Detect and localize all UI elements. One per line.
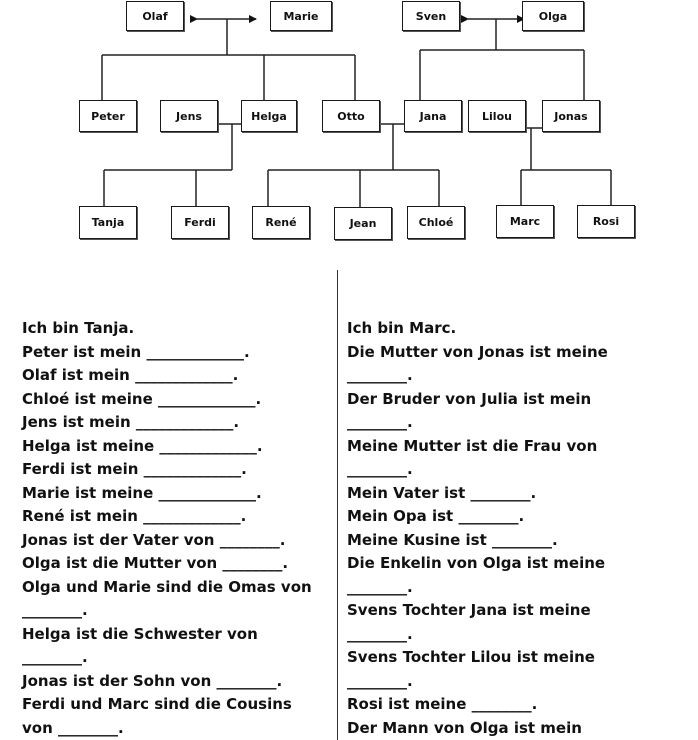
- right-line: Die Mutter von Jonas ist meine: [347, 342, 608, 361]
- left-line: Jens ist mein _____________.: [22, 413, 240, 431]
- right-line: ________.: [347, 413, 413, 431]
- person-box-ferdi: Ferdi: [171, 206, 229, 239]
- right-line: ________.: [347, 624, 413, 643]
- family-tree: [0, 0, 698, 260]
- right-line: ________.: [347, 671, 413, 690]
- column-divider: [337, 270, 338, 740]
- person-box-jana: Jana: [404, 100, 462, 132]
- right-line: ________.: [347, 577, 413, 596]
- person-box-marc: Marc: [496, 205, 554, 238]
- right-line: Ich bin Marc.: [347, 319, 457, 337]
- left-line: Marie ist meine _____________.: [22, 483, 262, 502]
- right-line: Der Mann von Olga ist mein: [347, 718, 582, 737]
- left-line: Peter ist mein _____________.: [22, 342, 250, 361]
- left-line: ________.: [22, 601, 88, 619]
- right-line: Mein Opa ist ________.: [347, 507, 525, 525]
- left-line: Olga und Marie sind die Omas von: [22, 577, 312, 596]
- right-line: Mein Vater ist ________.: [347, 483, 537, 502]
- right-line: Die Enkelin von Olga ist meine: [347, 554, 606, 572]
- person-box-lilou: Lilou: [468, 100, 526, 132]
- left-line: Jonas ist der Sohn von ________.: [22, 671, 283, 690]
- right-line: Der Bruder von Julia ist mein: [347, 389, 592, 408]
- left-line: Helga ist meine _____________.: [22, 436, 263, 455]
- person-box-olga: Olga: [522, 1, 584, 31]
- person-box-jonas: Jonas: [542, 100, 600, 132]
- right-line: Rosi ist meine ________.: [347, 695, 538, 713]
- left-line: Chloé ist meine _____________.: [22, 389, 262, 408]
- left-line: Helga ist die Schwester von: [22, 624, 258, 643]
- person-box-chloe: Chloé: [407, 206, 465, 239]
- right-line: ________.: [347, 460, 413, 478]
- person-box-tanja: Tanja: [79, 206, 137, 239]
- left-line: ________.: [22, 648, 88, 666]
- left-exercise-column: [22, 317, 312, 740]
- person-box-olaf: Olaf: [126, 1, 184, 31]
- left-line: Olga ist die Mutter von ________.: [22, 554, 289, 572]
- right-line: Meine Mutter ist die Frau von: [347, 436, 598, 455]
- person-box-jean: Jean: [334, 207, 392, 240]
- right-line: Svens Tochter Jana ist meine: [347, 601, 591, 619]
- left-line: René ist mein _____________.: [22, 507, 247, 525]
- person-box-rene: René: [252, 206, 310, 239]
- right-exercise-column: [347, 317, 608, 740]
- person-box-helga: Helga: [241, 100, 297, 132]
- person-box-rosi: Rosi: [577, 205, 635, 238]
- left-line: Ferdi und Marc sind die Cousins: [22, 695, 292, 713]
- right-line: Svens Tochter Lilou ist meine: [347, 648, 595, 666]
- left-line: Jonas ist der Vater von ________.: [22, 530, 286, 549]
- person-box-otto: Otto: [322, 100, 380, 132]
- person-box-peter: Peter: [79, 100, 137, 132]
- right-line: Meine Kusine ist ________.: [347, 530, 558, 549]
- left-line: Ich bin Tanja.: [22, 319, 135, 337]
- person-box-sven: Sven: [402, 1, 460, 31]
- person-box-jens: Jens: [160, 100, 218, 132]
- left-line: Ferdi ist mein _____________.: [22, 460, 247, 478]
- person-box-marie: Marie: [270, 1, 332, 31]
- right-line: ________.: [347, 366, 413, 384]
- left-line: von ________.: [22, 718, 124, 737]
- left-line: Olaf ist mein _____________.: [22, 366, 239, 384]
